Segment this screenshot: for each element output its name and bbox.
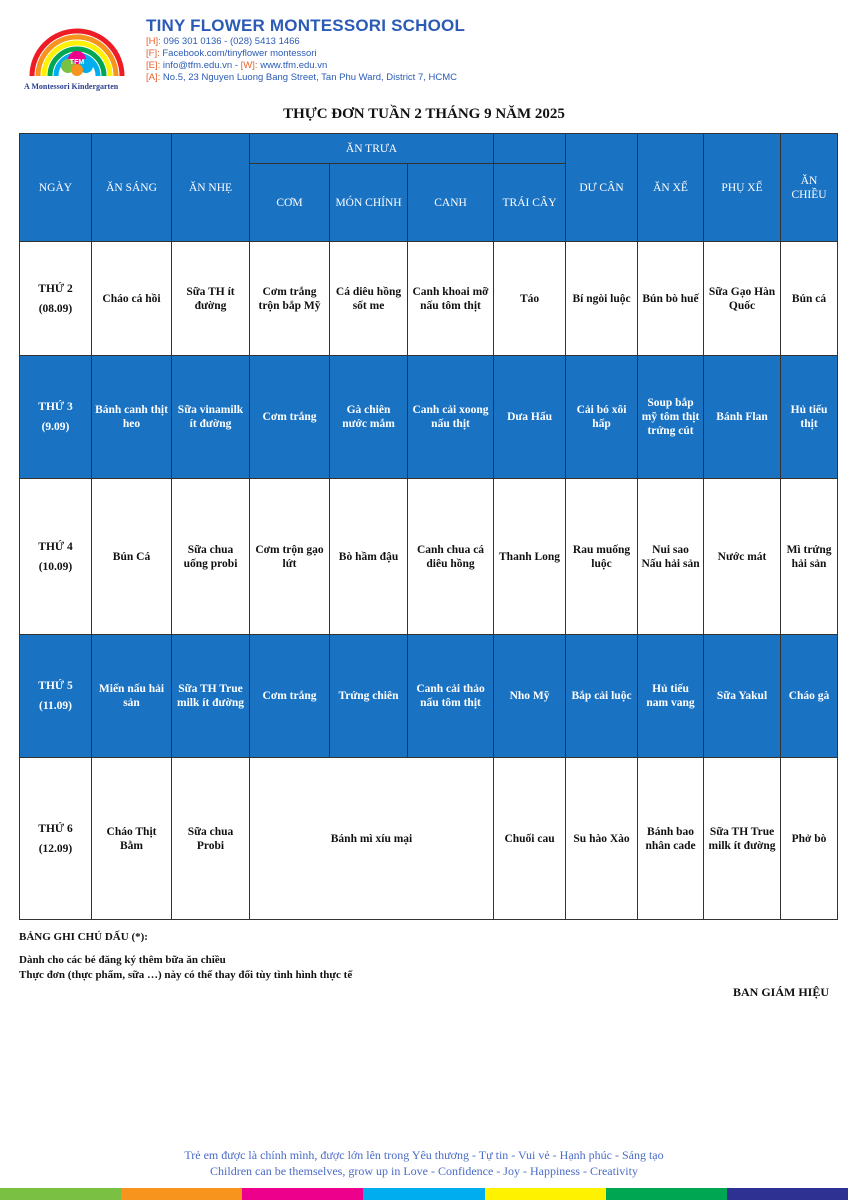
soup-cell: Canh khoai mỡ nấu tôm thịt — [408, 242, 494, 356]
fruit-cell: Táo — [494, 242, 566, 356]
phu-xe-cell: Nước mát — [704, 479, 781, 635]
header-an-chieu: ĂN CHIỀU — [781, 134, 838, 242]
phu-xe-cell: Sữa Yakul — [704, 635, 781, 758]
notes-line-2: Thực đơn (thực phẩm, sữa …) này có thể thay đổi tùy tình hình thực tế — [19, 969, 353, 981]
an-chieu-cell: Hủ tiếu thịt — [781, 356, 838, 479]
soup-cell: Canh cải thảo nấu tôm thịt — [408, 635, 494, 758]
header-breakfast: ĂN SÁNG — [92, 134, 172, 242]
footer-color-bar — [0, 1188, 848, 1200]
color-bar-segment — [727, 1188, 848, 1200]
color-bar-segment — [363, 1188, 484, 1200]
day-cell: THỨ 2 (08.09) — [20, 242, 92, 356]
breakfast-cell: Cháo cá hồi — [92, 242, 172, 356]
fruit-cell: Nho Mỹ — [494, 635, 566, 758]
footer-quote-vi: Trẻ em được là chính mình, được lớn lên trong Yêu thương - Tự tin - Vui vẻ - Hạnh phúc - Sáng tạo — [184, 1148, 664, 1162]
fruit-cell: Thanh Long — [494, 479, 566, 635]
snack-cell: Sữa TH True milk ít đường — [172, 635, 250, 758]
du-can-cell: Su hào Xào — [566, 758, 638, 920]
fruit-cell: Dưa Hấu — [494, 356, 566, 479]
table-row — [20, 242, 838, 356]
soup-cell: Canh chua cá diêu hồng — [408, 479, 494, 635]
du-can-cell: Bí ngòi luộc — [566, 242, 638, 356]
header-main: MÓN CHÍNH — [330, 164, 408, 242]
header-snack: ĂN NHẸ — [172, 134, 250, 242]
svg-text:TFM: TFM — [69, 59, 85, 66]
notes-heading: BẢNG GHI CHÚ DẤU (*): — [19, 931, 148, 943]
contact-email-web: [E]: info@tfm.edu.vn - [W]: www.tfm.edu.vn — [146, 60, 328, 71]
breakfast-cell: Miến nấu hải sản — [92, 635, 172, 758]
rice-cell: Cơm trắng — [250, 635, 330, 758]
page-header — [14, 12, 834, 94]
notes-section — [19, 930, 352, 983]
table-row — [20, 635, 838, 758]
color-bar-segment — [121, 1188, 242, 1200]
logo-tagline: A Montessori Kindergarten — [24, 82, 119, 91]
du-can-cell: Rau muống luộc — [566, 479, 638, 635]
menu-title: THỰC ĐƠN TUẦN 2 THÁNG 9 NĂM 2025 — [283, 106, 565, 122]
main-cell: Gà chiên nước mắm — [330, 356, 408, 479]
snack-cell: Sữa chua Probi — [172, 758, 250, 920]
color-bar-segment — [0, 1188, 121, 1200]
day-cell: THỨ 4 (10.09) — [20, 479, 92, 635]
main-cell: Bò hầm đậu — [330, 479, 408, 635]
header-du-can: DƯ CÂN — [566, 134, 638, 242]
day-cell: THỨ 6 (12.09) — [20, 758, 92, 920]
phu-xe-cell: Sữa Gạo Hàn Quốc — [704, 242, 781, 356]
an-xe-cell: Nui sao Nấu hải sản — [638, 479, 704, 635]
header-lunch: ĂN TRƯA — [250, 134, 494, 164]
header-fruit: TRÁI CÂY — [494, 164, 566, 242]
header-soup: CANH — [408, 164, 494, 242]
table-row — [20, 758, 838, 920]
an-xe-cell: Soup bắp mỹ tôm thịt trứng cút — [638, 356, 704, 479]
table-row — [20, 356, 838, 479]
color-bar-segment — [485, 1188, 606, 1200]
header-rice: CƠM — [250, 164, 330, 242]
breakfast-cell: Cháo Thịt Bằm — [92, 758, 172, 920]
header-an-xe: ĂN XẾ — [638, 134, 704, 242]
phu-xe-cell: Bánh Flan — [704, 356, 781, 479]
an-chieu-cell: Bún cá — [781, 242, 838, 356]
main-cell: Trứng chiên — [330, 635, 408, 758]
header-phu-xe: PHỤ XẾ — [704, 134, 781, 242]
school-name: TINY FLOWER MONTESSORI SCHOOL — [146, 16, 466, 35]
snack-cell: Sữa vinamilk ít đường — [172, 356, 250, 479]
school-info — [146, 16, 465, 84]
header-day: NGÀY — [20, 134, 92, 242]
an-xe-cell: Bún bò huế — [638, 242, 704, 356]
weekly-menu-table — [19, 133, 838, 920]
contact-facebook: [F]: Facebook.com/tinyflower montessori — [146, 48, 317, 59]
an-xe-cell: Bánh bao nhân cade — [638, 758, 704, 920]
breakfast-cell: Bánh canh thịt heo — [92, 356, 172, 479]
an-chieu-cell: Cháo gà — [781, 635, 838, 758]
day-cell: THỨ 5 (11.09) — [20, 635, 92, 758]
fruit-cell: Chuối cau — [494, 758, 566, 920]
snack-cell: Sữa chua uống probi — [172, 479, 250, 635]
color-bar-segment — [242, 1188, 363, 1200]
rainbow-logo-icon — [18, 14, 136, 84]
table-row — [20, 479, 838, 635]
main-cell: Cá diêu hồng sốt me — [330, 242, 408, 356]
an-chieu-cell: Mì trứng hải sản — [781, 479, 838, 635]
du-can-cell: Bắp cải luộc — [566, 635, 638, 758]
contact-address: [A]: No.5, 23 Nguyen Luong Bang Street, Tan Phu Ward, District 7, HCMC — [146, 72, 458, 83]
signature-label: BAN GIÁM HIỆU — [732, 985, 829, 999]
notes-line-1: Dành cho các bé đăng ký thêm bữa ăn chiều — [19, 954, 226, 966]
soup-cell: Canh cải xoong nấu thịt — [408, 356, 494, 479]
footer-quote-en: Children can be themselves, grow up in Love - Confidence - Joy - Happiness - Creativity — [210, 1164, 638, 1178]
day-cell: THỨ 3 (9.09) — [20, 356, 92, 479]
school-logo — [18, 14, 138, 104]
rice-cell: Cơm trộn gạo lứt — [250, 479, 330, 635]
snack-cell: Sữa TH ít đường — [172, 242, 250, 356]
header-lunch-spacer — [494, 134, 566, 164]
phu-xe-cell: Sữa TH True milk ít đường — [704, 758, 781, 920]
contact-phone: [H]: 096 301 0136 - (028) 5413 1466 — [146, 36, 300, 47]
rice-cell: Cơm trắng trộn bắp Mỹ — [250, 242, 330, 356]
rice-cell: Cơm trắng — [250, 356, 330, 479]
an-chieu-cell: Phở bò — [781, 758, 838, 920]
du-can-cell: Cải bó xôi hấp — [566, 356, 638, 479]
lunch-merged-cell: Bánh mì xíu mại — [250, 758, 494, 920]
color-bar-segment — [606, 1188, 727, 1200]
an-xe-cell: Hủ tiếu nam vang — [638, 635, 704, 758]
breakfast-cell: Bún Cá — [92, 479, 172, 635]
